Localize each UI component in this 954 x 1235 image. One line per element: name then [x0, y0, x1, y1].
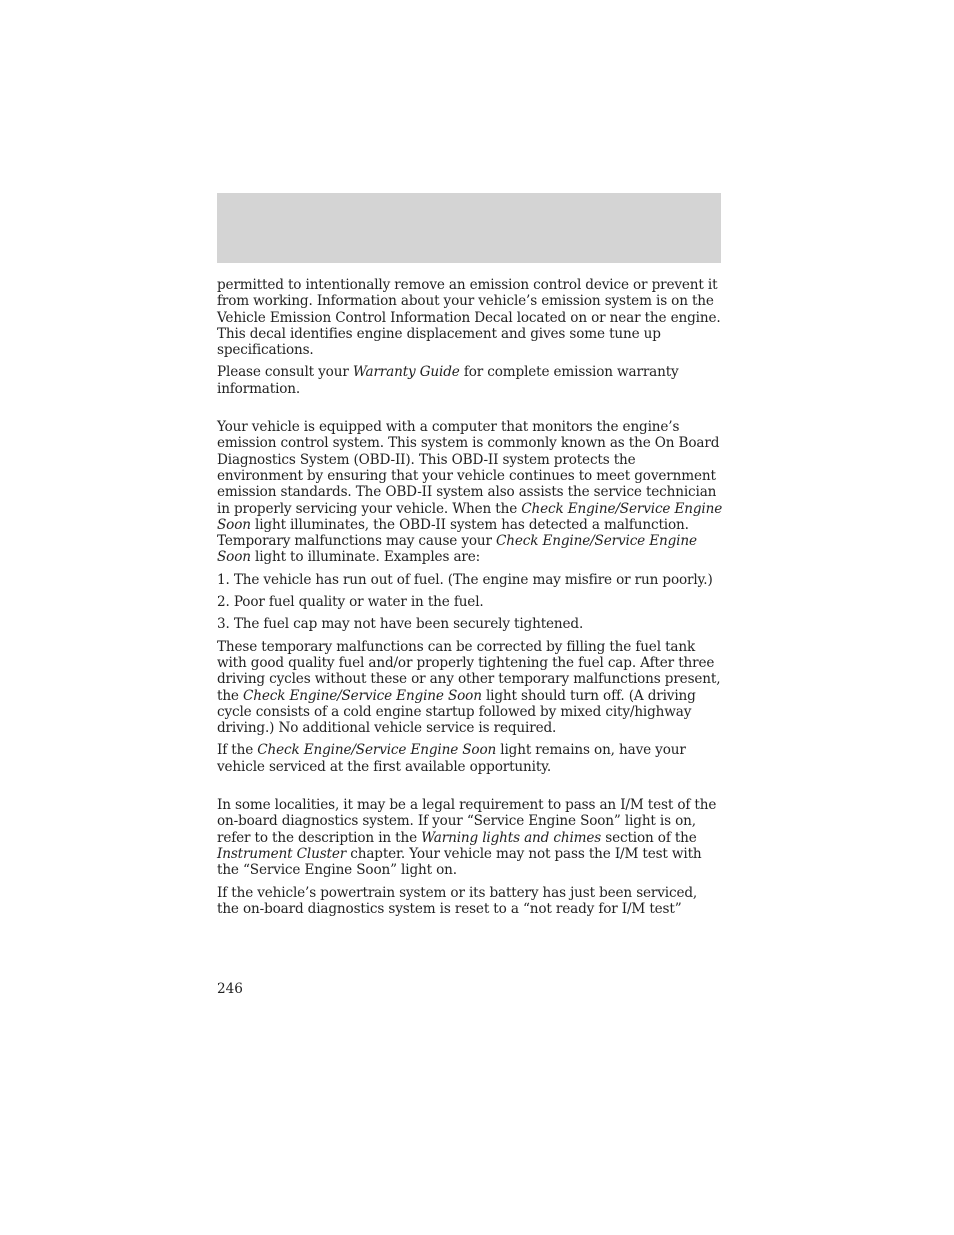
page-content — [217, 277, 723, 923]
list-item: 1. The vehicle has run out of fuel. (The engine may misfire or run poorly.) — [217, 571, 713, 588]
check-engine-light-name: Check Engine/Service Engine Soon — [257, 742, 497, 759]
text-run: These temporary malfunctions can be corrected by filling the fuel tank with good quality fuel and/or properly tightening the fuel cap. After three driving cycles without these or any other temporary malfunctions present, the — [217, 638, 721, 704]
text-run: light should turn off. (A driving cycle consists of a cold engine startup followed by mixed city/highway driving.) No additional vehicle service is required. — [217, 687, 696, 737]
list-item: 3. The fuel cap may not have been securely tightened. — [217, 616, 584, 633]
text-run: chapter. Your vehicle may not pass the I/M test with the “Service Engine Soon” light on. — [217, 845, 702, 879]
list-item: 2. Poor fuel quality or water in the fuel. — [217, 594, 484, 611]
text-run: In some localities, it may be a legal requirement to pass an I/M test of the on-board diagnostics system. If your “Service Engine Soon” light is on, refer to the description in the — [217, 797, 717, 846]
text-run: for complete emission warranty information. — [217, 364, 679, 397]
warranty-guide-title: Warranty Guide — [352, 364, 460, 381]
text-run: light remains on, have your vehicle serviced at the first available opportunity. — [217, 742, 686, 775]
text-run: light to illuminate. Examples are: — [250, 549, 481, 566]
section-header-band — [217, 193, 721, 263]
paragraph-powertrain-reset: If the vehicle’s powertrain system or its battery has just been serviced, the on-board diagnostics system is reset to a “not ready for I/M test” — [217, 884, 698, 917]
check-engine-light-name: Check Engine/Service Engine Soon — [242, 687, 482, 704]
text-run: light illuminates, the OBD-II system has detected a malfunction. Temporary malfunctions may cause your — [217, 516, 689, 550]
text-run: Your vehicle is equipped with a computer that monitors the engine’s emission control system. This system is commonly known as the On Board Diagnostics System (OBD-II). This OBD-II system protects the environment by ensuring that your vehicle continues to meet government emission standards. The OBD-II system also assists the service technician in properly servicing your vehicle. When the — [217, 419, 720, 517]
paragraph-im-test — [217, 797, 723, 878]
paragraph-temporary-malfunctions — [217, 639, 723, 737]
warning-lights-section-ref: Warning lights and chimes — [421, 829, 602, 846]
text-run: If the — [217, 742, 258, 759]
paragraph-light-remains-on — [217, 742, 723, 775]
paragraph-warranty — [217, 364, 723, 397]
instrument-cluster-chapter-ref: Instrument Cluster — [217, 845, 347, 862]
check-engine-light-name: Check Engine/Service Engine Soon — [217, 533, 697, 566]
text-run: section of the — [601, 829, 697, 846]
paragraph-emission-decal: permitted to intentionally remove an emission control device or prevent it from working. Information about your vehicle’s emission system is on the Vehicle Emission Control Information Decal located on or near the engine. This decal identifies engine displacement and gives some tune up specifications. — [217, 277, 721, 359]
paragraph-obd-intro — [217, 419, 723, 566]
text-run: Please consult your — [217, 364, 353, 381]
check-engine-light-name: Check Engine/Service Engine Soon — [217, 500, 723, 533]
page-number: 246 — [217, 981, 243, 997]
